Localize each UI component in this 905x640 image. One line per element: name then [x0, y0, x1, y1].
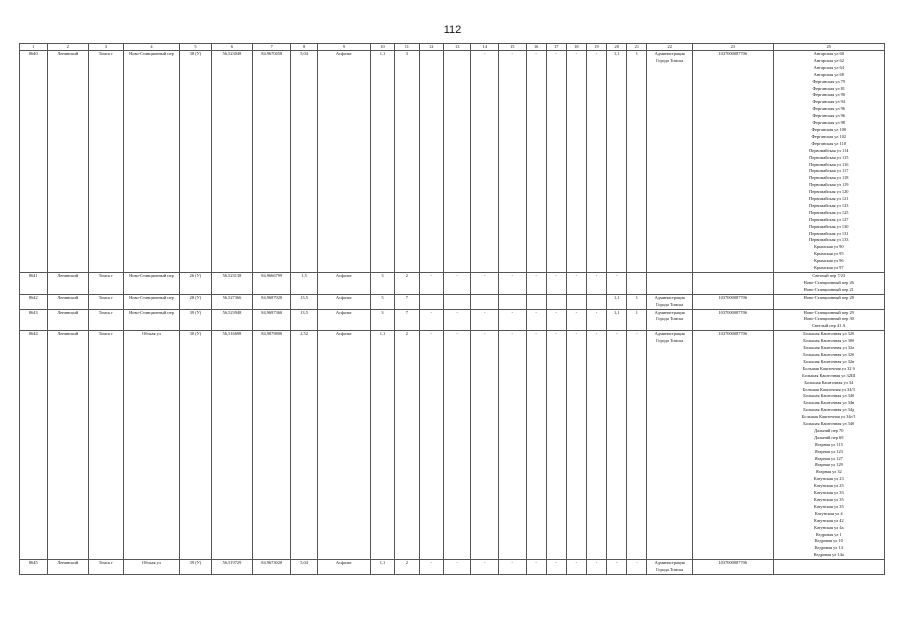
- table-cell: -: [419, 331, 443, 560]
- table-cell: -: [566, 309, 586, 331]
- table-cell: [647, 273, 693, 295]
- address-item: Ангарская ул 64: [813, 64, 844, 70]
- table-cell: 1,5: [291, 273, 318, 295]
- table-cell: -: [471, 331, 499, 560]
- address-item: Крымская ул 96: [813, 258, 844, 264]
- table-cell: 84,9687920: [253, 294, 291, 309]
- address-item: Кедровая ул 14: [814, 545, 843, 551]
- table-cell: 1: [627, 51, 647, 273]
- address-item: Первомайская ул 123: [809, 202, 849, 208]
- table-cell: -: [526, 331, 546, 560]
- address-item: Катунская ул 23: [813, 476, 844, 482]
- table-cell: 39 (У): [180, 309, 212, 331]
- address-item: Первомайская ул 127: [809, 216, 849, 222]
- table-cell: -: [546, 51, 566, 273]
- table-cell: 1037000087706: [692, 309, 773, 331]
- address-item: Ягарная ул 115: [814, 441, 843, 447]
- table-cell: 1,1: [370, 51, 394, 273]
- address-item: Большая Кашточная ул 32Ш: [802, 372, 856, 378]
- column-number-cell: 9: [317, 44, 370, 51]
- address-item: Катунская ул 42: [813, 517, 844, 523]
- table-cell: -: [471, 309, 499, 331]
- address-item: Большая Кашточная ул 32 б: [802, 365, 855, 371]
- table-cell: -: [566, 560, 586, 575]
- table-cell: [471, 294, 499, 309]
- address-item: Катунская ул 25: [813, 483, 844, 489]
- table-cell: Ленинский: [47, 331, 88, 560]
- table-cell: 30 (У): [180, 331, 212, 560]
- table-cell: 1: [627, 309, 647, 331]
- table-cell: 1,1: [370, 560, 394, 575]
- table-row: [20, 309, 885, 331]
- column-number-cell: 23: [692, 44, 773, 51]
- table-cell: Ленинский: [47, 273, 88, 295]
- table-cell: 84,9673020: [253, 560, 291, 575]
- table-cell: 1037000087706: [692, 560, 773, 575]
- table-row: [20, 294, 885, 309]
- address-list-cell: [773, 273, 884, 295]
- table-cell: 1037000087706: [692, 51, 773, 273]
- address-item: Первомайская ул 118: [809, 175, 849, 181]
- address-item: Большая Кашточная ул 34б: [803, 393, 855, 399]
- address-item: Большая Кашточная ул 34: [804, 379, 854, 385]
- table-cell: Администрация Города Томска: [647, 294, 693, 309]
- address-item: Катунская ул 35: [813, 503, 844, 509]
- address-item: Светлый пер 7/23: [812, 273, 846, 278]
- address-item: Первомайская ул 117: [809, 168, 849, 174]
- table-cell: [443, 51, 471, 273]
- table-cell: 2: [395, 560, 419, 575]
- table-cell: 1,1: [607, 51, 627, 273]
- column-number-cell: 16: [526, 44, 546, 51]
- table-cell: -: [607, 331, 627, 560]
- column-number-cell: 13: [443, 44, 471, 51]
- table-cell: Асфальт: [317, 273, 370, 295]
- table-cell: 1037000087706: [692, 331, 773, 560]
- address-item: Ферганская ул 100: [811, 126, 847, 132]
- address-item: Ферганская ул 96: [812, 106, 846, 112]
- table-cell: 5,04: [291, 560, 318, 575]
- table-cell: Томск г: [88, 273, 123, 295]
- table-cell: 56,519729: [211, 560, 252, 575]
- table-cell: 2: [395, 273, 419, 295]
- table-cell: -: [586, 331, 606, 560]
- column-number-cell: 1: [20, 44, 48, 51]
- table-row: [20, 273, 885, 295]
- address-item: Большая Кашточная ул 30б: [803, 338, 855, 344]
- table-cell: Томск г: [88, 51, 123, 273]
- table-cell: 3: [370, 273, 394, 295]
- address-item: Ново-Станционный пер 30: [803, 316, 854, 322]
- address-item: Ферганская ул 96: [812, 113, 846, 119]
- table-cell: [419, 294, 443, 309]
- address-item: Крымская ул 90: [813, 244, 844, 250]
- table-cell: 8641: [20, 273, 48, 295]
- address-item: Большая Кашточная ул 34г/1: [801, 414, 856, 420]
- table-cell: -: [526, 560, 546, 575]
- table-cell: [586, 294, 606, 309]
- column-number-cell: 17: [546, 44, 566, 51]
- table-cell: -: [419, 560, 443, 575]
- address-item: Первомайская ул 119: [809, 182, 849, 188]
- table-cell: -: [546, 560, 566, 575]
- address-item: Ягарная ул 127: [814, 455, 843, 461]
- table-cell: 7: [395, 309, 419, 331]
- table-cell: Ново-Станционный пер: [123, 273, 179, 295]
- table-cell: Асфальт: [317, 51, 370, 273]
- address-item: Кедровая ул 1: [815, 531, 842, 537]
- address-item: Ферганская ул 90: [812, 92, 846, 98]
- table-cell: Томск г: [88, 331, 123, 560]
- address-item: Первомайская ул 114: [809, 147, 849, 153]
- address-item: Ферганская ул 79: [812, 78, 846, 84]
- address-item: Ново-Станционный пер 26: [803, 279, 854, 285]
- table-cell: 13,5: [291, 294, 318, 309]
- address-item: Ново-Станционный пер 28: [803, 294, 854, 300]
- table-cell: -: [586, 273, 606, 295]
- address-item: Катунская ул 4а: [813, 524, 844, 530]
- table-cell: 26 (У): [180, 273, 212, 295]
- column-number-cell: 15: [499, 44, 527, 51]
- table-cell: 56,527366: [211, 294, 252, 309]
- table-cell: -: [566, 51, 586, 273]
- address-item: Первомайская ул 125: [809, 209, 849, 215]
- table-cell: -: [546, 273, 566, 295]
- address-list-cell: [773, 309, 884, 331]
- column-number-cell: 2: [47, 44, 88, 51]
- table-cell: 8642: [20, 294, 48, 309]
- address-item: Крымская ул 95: [813, 251, 844, 257]
- address-item: Кедровая ул 14а: [813, 552, 844, 558]
- table-cell: 13,5: [291, 309, 318, 331]
- table-cell: -: [566, 331, 586, 560]
- registry-table: [19, 43, 885, 575]
- table-cell: -: [419, 273, 443, 295]
- table-cell: 5: [370, 294, 394, 309]
- address-item: Катунская ул 33: [813, 490, 844, 496]
- address-item: Ягарная ул 123: [814, 448, 843, 454]
- table-cell: Ленинский: [47, 51, 88, 273]
- table-cell: Асфальт: [317, 294, 370, 309]
- address-list-cell: [773, 294, 884, 309]
- address-item: Кедровая ул 10: [814, 538, 843, 544]
- address-item: Ферганская ул 98: [812, 120, 846, 126]
- column-number-cell: 11: [395, 44, 419, 51]
- table-cell: [419, 51, 443, 273]
- table-cell: -: [471, 273, 499, 295]
- address-item: Большая Кашточная ул 32б: [803, 331, 855, 337]
- address-item: Большая Кашточная ул 32а: [803, 345, 855, 351]
- table-cell: Томск г: [88, 294, 123, 309]
- table-cell: -: [443, 560, 471, 575]
- column-number-cell: 10: [370, 44, 394, 51]
- column-number-cell: 3: [88, 44, 123, 51]
- table-cell: Асфальт: [317, 309, 370, 331]
- column-number-cell: 12: [419, 44, 443, 51]
- table-cell: 56,523138: [211, 273, 252, 295]
- table-cell: -: [419, 309, 443, 331]
- table-row: [20, 331, 885, 560]
- table-cell: -: [499, 273, 527, 295]
- table-cell: -: [607, 560, 627, 575]
- table-cell: Ленинский: [47, 560, 88, 575]
- column-number-cell: 19: [586, 44, 606, 51]
- table-cell: [526, 294, 546, 309]
- table-cell: 56,523048: [211, 51, 252, 273]
- table-cell: Ново-Станционный пер: [123, 51, 179, 273]
- table-cell: 1,1: [607, 309, 627, 331]
- table-cell: -: [546, 309, 566, 331]
- address-item: Катунская ул 4: [814, 510, 843, 516]
- address-item: Ферганская ул 102: [811, 133, 847, 139]
- table-cell: 39 (У): [180, 560, 212, 575]
- table-cell: 5,04: [291, 51, 318, 273]
- table-cell: 1,1: [607, 294, 627, 309]
- table-cell: 28 (У): [180, 294, 212, 309]
- table-cell: -: [443, 331, 471, 560]
- table-cell: 84,9666799: [253, 273, 291, 295]
- table-cell: -: [471, 560, 499, 575]
- address-item: Первомайская ул 120: [809, 189, 849, 195]
- table-cell: 3: [395, 51, 419, 273]
- table-cell: -: [499, 51, 527, 273]
- table-cell: -: [586, 309, 606, 331]
- table-cell: -: [499, 560, 527, 575]
- column-number-cell: 22: [647, 44, 693, 51]
- table-cell: -: [526, 273, 546, 295]
- table-cell: 1: [627, 294, 647, 309]
- table-cell: [499, 294, 527, 309]
- address-item: Большая Кашточная ул 34/3: [802, 386, 855, 392]
- address-item: Первомайская ул 133: [809, 237, 849, 243]
- address-item: Ангарская ул 68: [813, 71, 844, 77]
- table-cell: Обская ул: [123, 331, 179, 560]
- table-cell: 38 (У): [180, 51, 212, 273]
- column-number-cell: 5: [180, 44, 212, 51]
- address-item: Первомайская ул 116: [809, 161, 849, 167]
- address-item: Большая Кашточная ул 34б: [803, 421, 855, 427]
- table-cell: [566, 294, 586, 309]
- table-cell: Ново-Станционный пер: [123, 309, 179, 331]
- table-cell: -: [443, 273, 471, 295]
- address-item: Первомайская ул 115: [809, 154, 849, 160]
- table-cell: -: [443, 309, 471, 331]
- table-cell: Ленинский: [47, 294, 88, 309]
- address-item: Ферганская ул 110: [811, 140, 847, 146]
- address-item: Большая Кашточная ул 34в: [803, 400, 855, 406]
- table-cell: [546, 294, 566, 309]
- table-cell: 8644: [20, 331, 48, 560]
- table-cell: -: [586, 51, 606, 273]
- table-cell: 84,9697360: [253, 309, 291, 331]
- address-item: Первомайская ул 121: [809, 196, 849, 202]
- table-cell: Томск г: [88, 309, 123, 331]
- table-cell: 84,9670458: [253, 51, 291, 273]
- table-cell: Администрация Города Томска: [647, 51, 693, 273]
- table-cell: Асфальт: [317, 331, 370, 560]
- table-cell: 7: [395, 294, 419, 309]
- column-number-cell: 4: [123, 44, 179, 51]
- table-cell: 56,516698: [211, 331, 252, 560]
- address-list-cell: [773, 51, 884, 273]
- column-number-cell: 7: [253, 44, 291, 51]
- table-cell: -: [471, 51, 499, 273]
- table-row: [20, 560, 885, 575]
- column-number-cell: 14: [471, 44, 499, 51]
- column-number-cell: 18: [566, 44, 586, 51]
- table-cell: Томск г: [88, 560, 123, 575]
- address-item: Дальний пер 70: [814, 427, 844, 433]
- column-number-cell: 20: [607, 44, 627, 51]
- table-cell: 1,1: [370, 331, 394, 560]
- address-item: Дальний пер 69: [814, 434, 844, 440]
- table-cell: -: [627, 560, 647, 575]
- table-cell: -: [627, 331, 647, 560]
- table-cell: Администрация Города Томска: [647, 331, 693, 560]
- address-item: Ферганская ул 81: [812, 85, 846, 91]
- address-item: Ферганская ул 94: [812, 99, 846, 105]
- address-item: Ново-Станционный пер 29: [803, 309, 854, 315]
- address-item: Первомайская ул 130: [809, 223, 849, 229]
- table-cell: -: [546, 331, 566, 560]
- table-cell: [692, 273, 773, 295]
- column-number-cell: 25: [773, 44, 884, 51]
- table-cell: 2: [395, 331, 419, 560]
- table-row: [20, 51, 885, 273]
- address-list-cell: [773, 331, 884, 560]
- column-number-cell: 6: [211, 44, 252, 51]
- address-item: Большая Кашточная ул 32б: [803, 351, 855, 357]
- table-cell: Ново-Станционный пер: [123, 294, 179, 309]
- address-item: Большая Кашточная ул 32в: [803, 358, 855, 364]
- column-number-row: [20, 44, 885, 51]
- table-cell: -: [607, 273, 627, 295]
- table-cell: [627, 273, 647, 295]
- address-list-cell: [773, 560, 884, 575]
- table-cell: [443, 294, 471, 309]
- table-cell: 8643: [20, 309, 48, 331]
- table-cell: Обская ул: [123, 560, 179, 575]
- column-number-cell: 21: [627, 44, 647, 51]
- column-number-cell: 8: [291, 44, 318, 51]
- address-item: Ягарная ул 32: [815, 469, 842, 475]
- table-cell: -: [586, 560, 606, 575]
- table-cell: 3: [370, 309, 394, 331]
- address-item: Крымская ул 97: [813, 265, 844, 271]
- address-item: Ново-Станционный пер 21: [803, 286, 854, 292]
- table-cell: 8645: [20, 560, 48, 575]
- page-number: 112: [443, 24, 462, 36]
- table-cell: -: [499, 309, 527, 331]
- table-cell: -: [526, 309, 546, 331]
- address-item: Ягарная ул 129: [814, 462, 843, 468]
- address-item: Ангарская ул 62: [813, 57, 844, 63]
- table-cell: 8640: [20, 51, 48, 273]
- table-cell: 1037000087706: [692, 294, 773, 309]
- table-cell: Администрация Города Томска: [647, 309, 693, 331]
- table-cell: Администрация Города Томска: [647, 560, 693, 575]
- table-cell: 84,9879800: [253, 331, 291, 560]
- table-cell: Асфальт: [317, 560, 370, 575]
- address-item: Первомайская ул 131: [809, 230, 849, 236]
- table-cell: -: [526, 51, 546, 273]
- table-cell: 56,523948: [211, 309, 252, 331]
- address-item: Катунская ул 35: [813, 497, 844, 502]
- table-cell: Ленинский: [47, 309, 88, 331]
- address-item: Большая Кашточная ул 34д: [803, 407, 855, 413]
- table-cell: 2,52: [291, 331, 318, 560]
- address-item: Светлый пер 41 А: [811, 323, 846, 329]
- address-item: Ангарская ул 60: [813, 51, 844, 56]
- table-cell: -: [499, 331, 527, 560]
- table-cell: -: [566, 273, 586, 295]
